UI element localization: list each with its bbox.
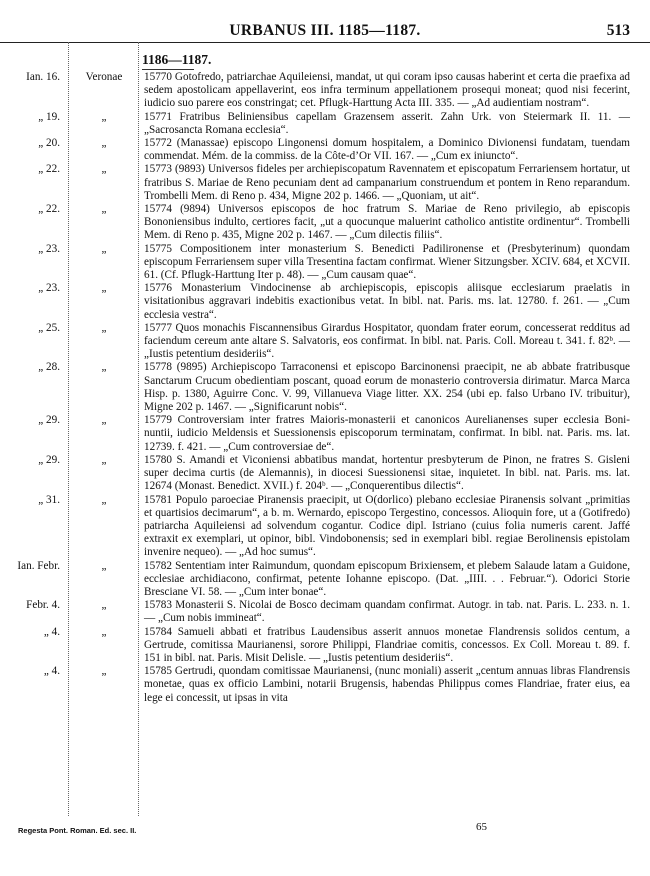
entry-row xyxy=(0,71,650,111)
entry-text xyxy=(144,111,630,137)
regesta-entries xyxy=(0,71,650,705)
entry-number: 15779 xyxy=(144,414,172,427)
entry-body: Controversiam inter fratres Maioris-monasterii et canonicos Aurelianenses super ecclesia Boni-nuntii, iudicio Meldensis et Suessionensis episcoporum terminatam, confirmat. In bibl. nat. Paris. ms. lat. 12739. f. 421. — „Cum controversiae de“. xyxy=(144,414,630,453)
entry-date: „ 23. xyxy=(38,282,60,295)
entry-row xyxy=(0,414,650,454)
entry-place: Veronae xyxy=(85,71,123,83)
entry-row xyxy=(0,137,650,163)
entry-number: 15774 xyxy=(144,203,172,216)
entry-date: „ 4. xyxy=(43,625,60,638)
entry-number: 15783 xyxy=(144,599,172,612)
entry-date: „ 20. xyxy=(38,137,60,150)
entry-text xyxy=(144,163,630,203)
signature-mark: 65 xyxy=(476,821,487,833)
entry-row xyxy=(0,626,650,666)
entry-date: „ 29. xyxy=(38,414,60,427)
running-title: URBANUS III. 1185—1187. xyxy=(229,22,421,39)
entry-number: 15780 xyxy=(144,453,172,466)
entry-place: „ xyxy=(101,665,107,678)
entry-date: „ 23. xyxy=(38,242,60,255)
entry-text xyxy=(144,361,630,414)
entry-number: 15771 xyxy=(144,110,172,123)
entry-date: „ 22. xyxy=(38,203,60,216)
entry-row xyxy=(0,203,650,243)
entry-row xyxy=(0,243,650,283)
entry-place: „ xyxy=(101,137,107,150)
entry-place: „ xyxy=(101,599,107,612)
entry-row xyxy=(0,111,650,137)
entry-row xyxy=(0,361,650,414)
entry-text xyxy=(144,282,630,322)
entry-body: Fratribus Beliniensibus capellam Grazensem asserit. Zahn Urk. von Steiermark II. 11. — „Sacrosancta Romana ecclesia“. xyxy=(144,110,630,136)
entry-date: „ 29. xyxy=(38,453,60,466)
section-heading: 1186—1187. xyxy=(142,52,212,67)
entry-number: 15777 xyxy=(144,321,172,334)
entry-row xyxy=(0,454,650,494)
page-number: 513 xyxy=(606,22,630,39)
entry-row xyxy=(0,282,650,322)
entry-text xyxy=(144,137,630,163)
entry-text xyxy=(144,560,630,600)
entry-row xyxy=(0,560,650,600)
entry-body: S. Amandi et Viconiensi abbatibus mandat, hortentur presbyterum de Pinon, ne fratres S. Gisleni super decima curtis (de Alemannis), in diocesi Suessionensi sitae, inquietet. In bibl. nat. Paris. ms. lat. 12674 (Monast. Benedict. XVII.) f. 204ᵇ. — „Conquerentibus dilectis“. xyxy=(144,453,631,493)
entry-place: „ xyxy=(101,163,107,176)
entry-body: Samueli abbati et fratribus Laudensibus asserit annuos monetae Flandrensis solidos centum, a Gertrude, comitissa Maurianensi, sorore Philippi, Flandriae comitis, concessos. Ex Coll. Moreau t. 89. f. 151 in bibl. nat. Paris. Misit Delisle. — „Iustis petentium desideriis“. xyxy=(144,625,630,664)
entry-number: 15778 xyxy=(144,361,172,374)
page-header xyxy=(0,22,650,42)
entry-body: Gertrudi, quondam comitissae Maurianensi, (nunc moniali) asserit „centum annuas libras Flandrensis monetae, quas ex officio Lambini, notarii Brugensis, habendas Philippus comes Flandriae, frater eius, ea lege ei concessit, ut ipsas in vita xyxy=(144,665,631,704)
entry-row xyxy=(0,665,650,705)
entry-body: Quos monachis Fiscannensibus Girardus Hospitator, quondam frater eorum, concesserat redditus ad faciendum cereum ante altare S. Salvatoris, eos confirmat. In bibl. nat. Paris. Coll. Moreau t. 341. f. 82ᵇ. — „Iustis petentium desideriis“. xyxy=(144,321,631,361)
entry-text xyxy=(144,414,630,454)
entry-place: „ xyxy=(101,559,107,572)
entry-number: 15773 xyxy=(144,163,172,176)
entry-text xyxy=(144,665,630,705)
entry-body: (9894) Universos episcopos de hoc fratrum S. Mariae de Reno privilegio, ab episcopis Bononiensibus indulto, certiores facit, „ut a quocunque maluerint catholico antistite ordinentur“. Trombelli Mem. di Reno p. 435, Migne 202 p. 1467. — „Cum dilectis filiis“. xyxy=(144,203,631,242)
entry-date: „ 31. xyxy=(38,493,60,506)
entry-text xyxy=(144,494,630,560)
entry-date: „ 22. xyxy=(38,163,60,176)
entry-text xyxy=(144,71,630,111)
entry-number: 15770 xyxy=(144,71,172,83)
entry-date: „ 19. xyxy=(38,110,60,123)
entry-body: Monasterii S. Nicolai de Bosco decimam quandam confirmat. Autogr. in tab. nat. Paris. L. 233. n. 1. — „Cum nobis immineat“. xyxy=(144,599,631,625)
entry-place: „ xyxy=(101,453,107,466)
entry-place: „ xyxy=(101,242,107,255)
entry-body: Populo paroeciae Piranensis praecipit, ut O(dorlico) plebano ecclesiae Piranensis solvant „primitias et quartisios decimarum“, a b. m. Wernardo, episcopo Tergestino, concessos. Alioquin fore, ut a (Gotifredo) patriarcha Aquileiensi ad solvendum cogantur. Codice dipl. Istriano (cuius folia numeris carent. Jaffé extraxit ex exemplari, ut opinor, bibl. Vindobonensis; sed in exemplari bibl. regiae Berolinensis epistolam invenire nequeo). — „Ad hoc sumus“. xyxy=(144,493,630,559)
entry-number: 15785 xyxy=(144,665,172,678)
entry-row xyxy=(0,494,650,560)
entry-body: Sententiam inter Raimundum, quondam episcopum Brixiensem, et plebem Salaude latam a Guidone, ecclesiae archidiacono, confirmat, petente Iohanne episcopo. (Dat. „IIII. . . Februar.“). Odorici Storie Bresciane VI. 58. — „Cum inter bonae“. xyxy=(144,559,631,598)
entry-place: „ xyxy=(101,361,107,374)
entry-date: Ian. 16. xyxy=(26,71,60,83)
entry-place: „ xyxy=(101,414,107,427)
entry-text xyxy=(144,203,630,243)
entry-date: Ian. Febr. xyxy=(17,559,60,572)
entry-date: „ 4. xyxy=(43,665,60,678)
entry-body: Monasterium Vindocinense ab archiepiscopis, episcopis aliisque ecclesiarum praelatis in visitationibus aggravari indebitis exactionibus vetat. In bibl. nat. Paris. ms. lat. 12780. f. 261. — „Cum ecclesia vestra“. xyxy=(144,282,630,321)
entry-text xyxy=(144,243,630,283)
entry-text xyxy=(144,599,630,625)
entry-place: „ xyxy=(101,110,107,123)
entry-body: (Manassae) episcopo Lingonensi domum hospitalem, a Dominico Divionensi fundatam, tuendam commendat. Mém. de la commiss. de la Côte-d’Or VII. 167. — „Cum ex iniuncto“. xyxy=(144,137,631,163)
entry-body: (9895) Archiepiscopo Tarraconensi et episcopo Barcinonensi praecipit, ne ab abbate fratribusque Sanctarum Crucum obedientiam poscant, quoad eorum de monasterio controversia dirimatur. Marca Marca Hisp. p. 1380, Aguirre Conc. V. 99, Villanueva Viage litter. XX. 254 (ubi ep. falso Urbano IV. tribuitur), Migne 202 p. 1467. — „Significarunt nobis“. xyxy=(144,361,630,414)
entry-number: 15784 xyxy=(144,625,172,638)
entry-place: „ xyxy=(101,282,107,295)
entry-number: 15775 xyxy=(144,242,172,255)
entry-row xyxy=(0,322,650,362)
entry-place: „ xyxy=(101,493,107,506)
entry-place: „ xyxy=(101,321,107,334)
entry-date: „ 28. xyxy=(38,361,60,374)
entry-place: „ xyxy=(101,203,107,216)
entry-number: 15772 xyxy=(144,137,172,150)
entry-number: 15776 xyxy=(144,282,172,295)
entry-body: Gotofredo, patriarchae Aquileiensi, mandat, ut qui coram ipso causas haberint et certa die praefixa ad sedem apostolicam appellaverint, eos infra terminum appellationem prosequi moneat; quod nisi fecerint, iudicio suo parere eos constringat; cet. Pflugk-Harttung Acta III. 335. — „Ad audientiam nostram“. xyxy=(144,71,630,110)
entry-body: (9893) Universos fideles per archiepiscopatum Ravennatem et episcopatum Ferrariensem hortatur, ut fratribus S. Mariae de Reno pecuniam dent ad campanarium construendum et pontem in Reno reparandum. Trombelli Mem. di Reno p. 434, Migne 202 p. 1466. — „Quoniam, ut ait“. xyxy=(144,163,631,202)
footer-signature: Regesta Pont. Roman. Ed. sec. II. xyxy=(18,826,137,835)
entry-row xyxy=(0,599,650,625)
entry-text xyxy=(144,626,630,666)
entry-date: Febr. 4. xyxy=(26,599,60,612)
entry-body: Compositionem inter monasterium S. Benedicti Padilironense et (Presbyterinum) quondam episcopum Ferrariensem super villa Tresentina factam confirmat. Wiener Sitzungsber. XCIV. 684, et XCVII. 61. (Cf. Pflugk-Harttung Iter p. 48). — „Cum causam quae“. xyxy=(144,242,631,282)
entry-number: 15781 xyxy=(144,493,172,506)
entry-date: „ 25. xyxy=(38,321,60,334)
entry-number: 15782 xyxy=(144,559,172,572)
entry-row xyxy=(0,163,650,203)
entry-text xyxy=(144,454,630,494)
entry-place: „ xyxy=(101,625,107,638)
header-rule xyxy=(0,42,650,43)
section-heading-underline xyxy=(142,69,194,70)
entry-text xyxy=(144,322,630,362)
